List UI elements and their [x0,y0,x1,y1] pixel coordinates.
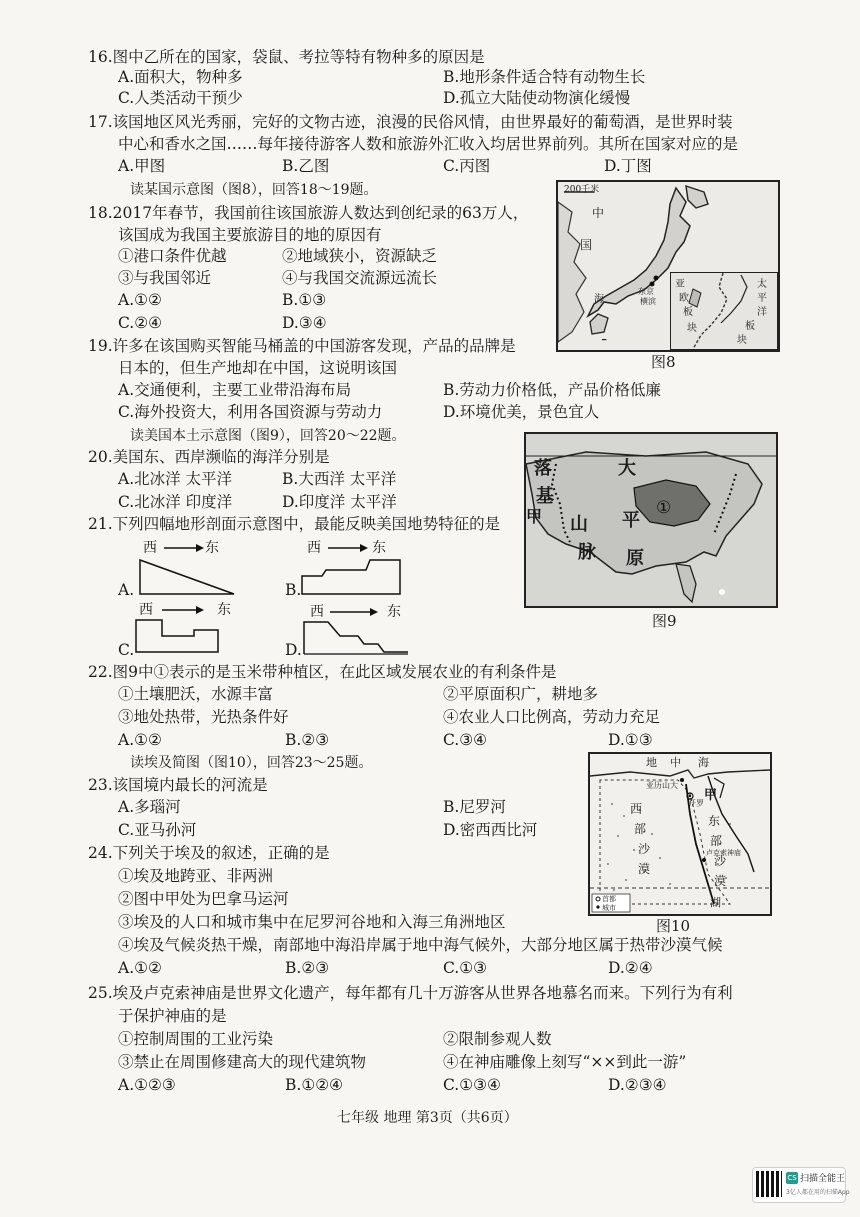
q25-option-d: D.②③④ [608,1076,667,1094]
q25-item-2: ②限制参观人数 [443,1030,552,1048]
fig10-east-label-2: 部 [710,834,723,848]
inset-pacific-5: 块 [737,335,747,346]
fig8-china-label-2: 国 [580,238,593,252]
figure-9-usa-map [524,432,778,608]
fig8-sea-label: 海 [594,294,604,305]
q21-c-east: 东 [217,602,231,618]
q19-stem-line2: 日本的，但生产地却在中国，这说明该国 [118,359,398,377]
q21-profile-c [132,602,242,658]
figure-8-japan-map [556,180,780,352]
q18-item-4: ④与我国交流源远流长 [282,269,438,287]
q21-option-a: A. [118,581,135,599]
q23-stem: 23.该国境内最长的河流是 [88,776,268,794]
fig9-rocky-label-4: 脉 [578,542,596,563]
fig9-plain-label-3: 原 [626,548,644,569]
q17-stem-line1: 17.该国地区风光秀丽，完好的文物古迹，浪漫的民俗风情，由世界最好的葡萄酒，是世界时装 [88,113,733,131]
q24-option-a: A.①② [118,959,162,977]
q21-a-west: 西 [143,540,157,556]
q17-option-c: C.丙图 [443,157,491,175]
q23-option-c: C.亚马孙河 [118,821,197,839]
fig9-rocky-label-1: 落 [534,458,552,479]
q18-item-2: ②地域狭小，资源缺乏 [282,247,438,265]
q24-item-3: ③埃及的人口和城市集中在尼罗河谷地和入海三角洲地区 [118,913,506,931]
q23-option-a: A.多瑙河 [118,798,181,816]
figure-10-caption: 图10 [656,917,691,935]
fig10-med-label-1: 地 [646,756,657,769]
q23-option-b: B.尼罗河 [443,798,506,816]
q21-a-east: 东 [205,540,219,556]
q22-item-4: ④农业人口比例高，劳动力充足 [443,708,661,726]
q17-option-b: B.乙图 [282,157,330,175]
scanner-tagline: 3亿人都在用的扫描App [786,1189,850,1196]
fig10-legend-capital: 首都 [602,895,616,903]
intro-20-22: 读美国本土示意图（图9），回答20～22题。 [130,428,406,444]
q24-option-c: C.①③ [443,959,488,977]
fig10-east-label-1: 东 [708,814,721,828]
q18-item-1: ①港口条件优越 [118,247,227,265]
q24-stem: 24.下列关于埃及的叙述，正确的是 [88,844,330,862]
fig10-west-label-3: 沙 [638,842,651,856]
q24-option-b: B.②③ [285,959,330,977]
fig9-rocky-label-3: 山 [570,514,588,535]
q20-option-a: A.北冰洋 太平洋 [118,470,233,488]
q21-b-east: 东 [372,540,386,556]
fig10-east-label-4: 漠 [714,874,727,888]
inset-eurasia-3: 板 [683,307,693,318]
q20-option-b: B.大西洋 太平洋 [282,470,397,488]
q16-stem: 16.图中乙所在的国家，袋鼠、考拉等特有物种多的原因是 [88,48,485,66]
q21-option-d: D. [285,641,302,659]
fig10-cairo-label: 开罗 [688,799,704,808]
q25-option-b: B.①②④ [285,1076,344,1094]
fig10-west-label-1: 西 [630,802,643,816]
inset-eurasia-4: 块 [687,323,697,334]
q21-b-west: 西 [307,540,321,556]
q22-item-3: ③地处热带，光热条件好 [118,708,289,726]
figure-10-egypt-map [588,752,772,916]
q16-option-a: A.面积大，物种多 [118,68,243,86]
q16-option-d: D.孤立大陆使动物演化缓慢 [443,89,631,107]
q17-option-a: A.甲图 [118,157,166,175]
fig10-legend-city: 城市 [602,904,616,912]
q18-option-a: A.①② [118,291,162,309]
q19-option-d: D.环境优美，景色宜人 [443,403,600,421]
usa-map-drawing [526,434,776,606]
q20-stem: 20.美国东、西岸濒临的海洋分别是 [88,448,330,466]
q19-option-b: B.劳动力价格低，产品价格低廉 [443,381,661,399]
q21-option-c: C. [118,641,135,659]
inset-pacific-2: 平 [757,293,767,304]
q21-option-b: B. [285,581,302,599]
q24-item-2: ②图中甲处为巴拿马运河 [118,890,289,908]
q19-option-c: C.海外投资大，利用各国资源与劳动力 [118,403,383,421]
fig10-west-label-2: 部 [634,822,647,836]
fig10-west-label-4: 漠 [638,862,651,876]
q19-stem-line1: 19.许多在该国购买智能马桶盖的中国游客发现，产品的品牌是 [88,337,516,355]
fig9-plain-label-1: 大 [618,458,636,479]
fig8-yokohama-label: 横滨 [640,297,656,306]
fig9-corn-belt-marker: ① [656,498,672,518]
q24-item-4: ④埃及气候炎热干燥，南部地中海沿岸属于地中海气候外，大部分地区属于热带沙漠气候 [118,936,723,954]
fig10-med-label-3: 海 [698,756,709,769]
q25-item-4: ④在神庙雕像上刻写“××到此一游” [443,1053,687,1071]
q18-stem-line1: 18.2017年春节，我国前往该国旅游人数达到创纪录的63万人， [88,204,529,222]
q22-option-d: D.①③ [608,731,653,749]
q24-option-d: D.②④ [608,959,653,977]
page-footer: 七年级 地理 第3页（共6页） [337,1110,518,1126]
q23-option-d: D.密西西比河 [443,821,538,839]
fig10-luxor-label: 卢克索神庙 [706,849,741,857]
fig8-china-label-1: 中 [592,206,605,220]
q25-item-1: ①控制周围的工业污染 [118,1030,274,1048]
q21-profile-b [300,540,404,600]
q16-option-b: B.地形条件适合特有动物生长 [443,68,646,86]
fig9-plain-label-2: 平 [622,510,640,531]
q22-option-b: B.②③ [285,731,330,749]
q21-c-west: 西 [139,602,153,618]
q20-option-c: C.北冰洋 印度洋 [118,493,233,511]
camscanner-logo-icon: CS [787,1174,797,1182]
q25-stem-line2: 于保护神庙的是 [118,1007,227,1025]
inset-pacific-3: 洋 [757,307,767,318]
q22-stem: 22.图9中①表示的是玉米带种植区，在此区域发展农业的有利条件是 [88,663,557,681]
q18-option-c: C.②④ [118,314,163,332]
inset-eurasia-1: 亚 [675,279,685,290]
inset-eurasia-2: 欧 [679,293,689,304]
fig10-east-label-3: 沙 [714,854,727,868]
inset-pacific-1: 太 [757,279,767,290]
q17-option-d: D.丁图 [604,157,652,175]
q22-item-2: ②平原面积广，耕地多 [443,685,599,703]
q18-stem-line2: 该国成为我国主要旅游目的地的原因有 [118,226,382,244]
figure-9-caption: 图9 [652,612,677,630]
egypt-map-drawing [590,754,770,914]
q25-stem-line1: 25.埃及卢克索神庙是世界文化遗产，每年都有几十万游客从世界各地慕名而来。下列行为有利 [88,984,733,1002]
q18-item-3: ③与我国邻近 [118,269,212,287]
fig8-plate-inset [670,272,778,350]
q19-option-a: A.交通便利，主要工业带沿海布局 [118,381,352,399]
q21-d-west: 西 [310,604,324,620]
fig10-med-label-2: 中 [670,756,681,769]
q22-option-a: A.①② [118,731,162,749]
q21-profile-d [300,604,412,660]
q25-option-c: C.①③④ [443,1076,501,1094]
svg-text:━: ━ [602,336,607,344]
intro-23-25: 读埃及简图（图10），回答23～25题。 [130,755,373,771]
q20-option-d: D.印度洋 太平洋 [282,493,397,511]
fig9-jia-label: 甲 [526,507,543,526]
q17-stem-line2: 中心和香水之国……每年接待游客人数和旅游外汇收入均居世界前列。其所在国家对应的是 [118,135,739,153]
figure-8-caption: 图8 [651,353,676,371]
fig8-scale-label: 200千米 [564,185,600,195]
q21-d-east: 东 [387,604,401,620]
scanner-watermark-badge [752,1167,850,1203]
qr-code-icon [756,1171,782,1197]
q21-profile-a [138,540,238,600]
fig10-lake-label: 湖 [710,896,721,909]
q21-stem: 21.下列四幅地形剖面示意图中，最能反映美国地势特征的是 [88,515,501,533]
q25-item-3: ③禁止在周围修建高大的现代建筑物 [118,1053,367,1071]
fig10-alexandria-label: 亚历山大 [646,781,678,790]
fig10-jia-label: 甲 [704,788,718,803]
q22-item-1: ①土壤肥沃，水源丰富 [118,685,274,703]
fig9-rocky-label-2: 基 [536,486,554,507]
inset-pacific-4: 板 [745,321,755,332]
q18-option-d: D.③④ [282,314,327,332]
q18-option-b: B.①③ [282,291,327,309]
q25-option-a: A.①②③ [118,1076,176,1094]
q22-option-c: C.③④ [443,731,488,749]
scanner-app-name: 扫描全能王 [800,1174,846,1184]
q16-option-c: C.人类活动干预少 [118,89,243,107]
intro-18-19: 读某国示意图（图8），回答18～19题。 [130,182,378,198]
fig8-tokyo-label: 东京 [638,287,654,296]
q24-item-1: ①埃及地跨亚、非两洲 [118,867,274,885]
